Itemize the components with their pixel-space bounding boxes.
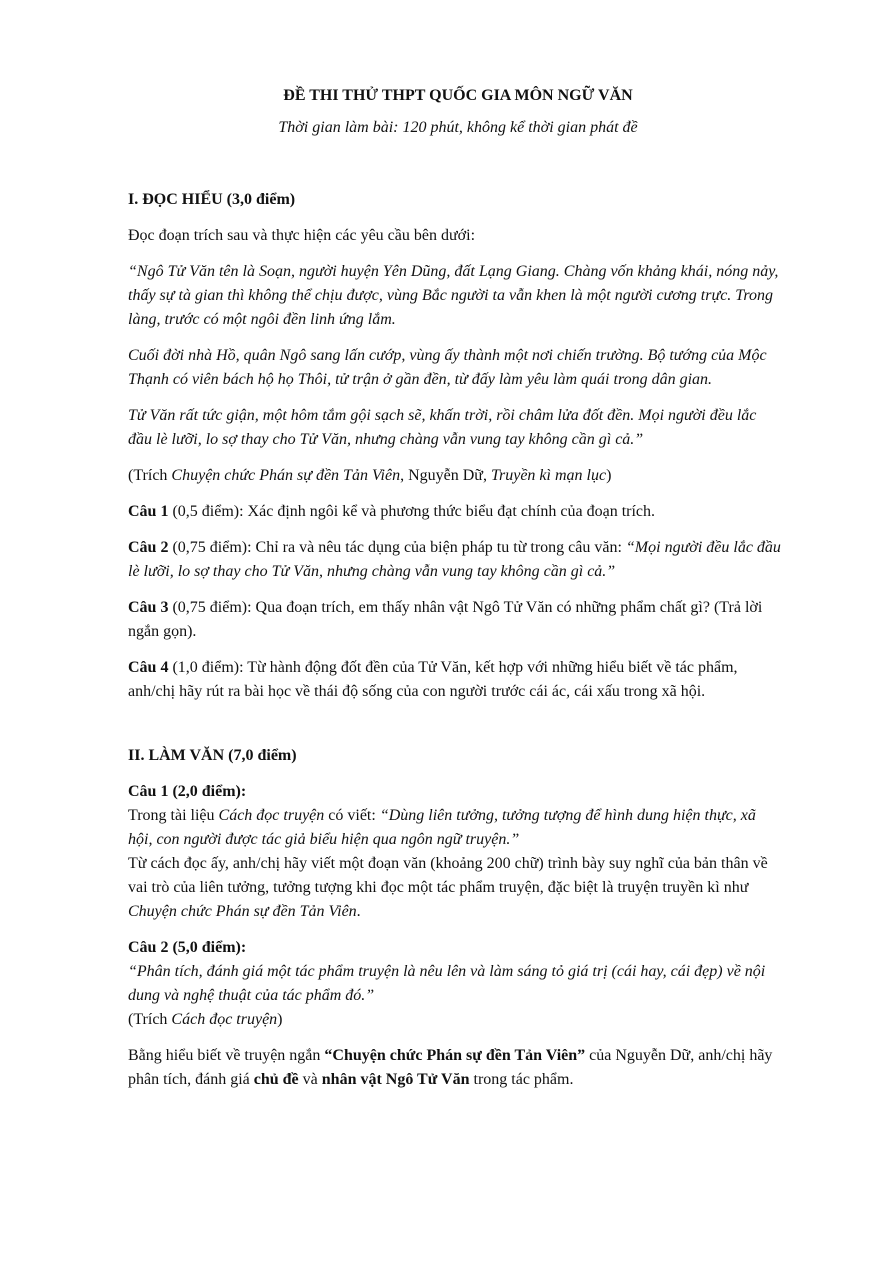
task-work: Chuyện chức Phán sự đền Tản Viên [128, 903, 357, 920]
reading-question-3 [128, 596, 782, 644]
source-collection: Truyền kì mạn lục [490, 467, 607, 484]
prompt-book: Cách đọc truyện [218, 807, 325, 824]
writing-question-1-prompt [128, 804, 782, 852]
prompt-text: Trong tài liệu [128, 807, 219, 824]
prompt-quote: “Dùng liên tưởng, tưởng tượng để hình dung hiện thực, xã hội, con người được tác giả biểu hiện qua ngôn ngữ truyện.” [128, 807, 756, 848]
section-reading-heading: I. ĐỌC HIỂU (3,0 điểm) [128, 191, 296, 208]
task-text: của Nguyễn Dữ, anh/chị hãy phân tích, đánh giá [128, 1047, 773, 1088]
source-book: Cách đọc truyện [171, 1011, 278, 1028]
task-character: nhân vật Ngô Tử Văn [321, 1071, 470, 1088]
question-text: : Từ hành động đốt đền của Tử Văn, kết hợp với những hiểu biết về tác phẩm, anh/chị hãy rút ra bài học về thái độ sống của con người trước cái ác, cái xấu trong xã hội. [128, 659, 738, 700]
task-end: . [356, 903, 361, 920]
question-text: : Qua đoạn trích, em thấy nhân vật Ngô Tử Văn có những phẩm chất gì? (Trả lời ngắn gọn). [128, 599, 763, 640]
question-label: Câu 4 [128, 659, 169, 676]
reading-question-4 [128, 656, 782, 704]
writing-question-2-heading: Câu 2 (5,0 điểm): [128, 939, 247, 956]
task-text: Từ cách đọc ấy, anh/chị hãy viết một đoạn văn (khoảng 200 chữ) trình bày suy nghĩ của bản thân về vai trò của liên tưởng, tưởng tượng khi đọc một tác phẩm truyện, đặc biệt là truyện truyền kì như [128, 855, 768, 896]
question-label: Câu 1 [128, 503, 169, 520]
question-text: : Chỉ ra và nêu tác dụng của biện pháp tu từ trong câu văn: [247, 539, 626, 556]
writing-question-2-task [128, 1044, 782, 1092]
exam-title: ĐỀ THI THỬ THPT QUỐC GIA MÔN NGỮ VĂN [283, 87, 633, 104]
passage-paragraph-2: Cuối đời nhà Hồ, quân Ngô sang lấn cướp, vùng ấy thành một nơi chiến trường. Bộ tướng của Mộc Thạnh có viên bách hộ họ Thôi, tử trận ở gần đền, từ đấy làm yêu làm quái trong dân gian. [128, 347, 767, 388]
source-suffix: ) [277, 1011, 283, 1028]
passage-paragraph-3: Tử Văn rất tức giận, một hôm tắm gội sạch sẽ, khấn trời, rồi châm lửa đốt đền. Mọi người đều lắc đầu lè lưỡi, lo sợ thay cho Tử Văn, nhưng chàng vẫn vung tay không cần gì cả.” [128, 407, 757, 448]
question-label: Câu 3 [128, 599, 169, 616]
writing-question-1-task [128, 852, 782, 924]
source-author: , Nguyễn Dữ, [400, 467, 491, 484]
writing-question-2-quote: “Phân tích, đánh giá một tác phẩm truyện là nêu lên và làm sáng tỏ giá trị (cái hay, cái đẹp) về nội dung và nghệ thuật của tác phẩm đó.” [128, 963, 766, 1004]
writing-question-1-heading: Câu 1 (2,0 điểm): [128, 783, 247, 800]
task-text: Bằng hiểu biết về truyện ngắn [128, 1047, 325, 1064]
task-work: “Chuyện chức Phán sự đền Tản Viên” [324, 1047, 586, 1064]
task-theme: chủ đề [253, 1071, 299, 1088]
reading-instruction: Đọc đoạn trích sau và thực hiện các yêu cầu bên dưới: [128, 227, 476, 244]
passage-source [128, 464, 782, 488]
task-text: trong tác phẩm. [469, 1071, 574, 1088]
task-text: và [298, 1071, 322, 1088]
passage-paragraph-1: “Ngô Tử Văn tên là Soạn, người huyện Yên Dũng, đất Lạng Giang. Chàng vốn khảng khái, nóng nảy, thấy sự tà gian thì không thể chịu được, vùng Bắc người ta vẫn khen là một người cương trực. Trong làng, trước có một ngôi đền linh ứng lắm. [128, 263, 779, 328]
reading-question-1 [128, 500, 782, 524]
question-points: (0,5 điểm) [168, 503, 240, 520]
prompt-text: có viết: [324, 807, 380, 824]
section-writing-heading: II. LÀM VĂN (7,0 điểm) [128, 747, 297, 764]
question-points: (0,75 điểm) [168, 599, 248, 616]
exam-subtitle: Thời gian làm bài: 120 phút, không kể thời gian phát đề [278, 119, 638, 136]
source-prefix: (Trích [128, 1011, 172, 1028]
source-suffix: ) [606, 467, 612, 484]
question-quote: “Mọi người đều lắc đầu lè lưỡi, lo sợ thay cho Tử Văn, nhưng chàng vẫn vung tay không cần gì cả.” [128, 539, 781, 580]
question-label: Câu 2 [128, 539, 169, 556]
source-prefix: (Trích [128, 467, 172, 484]
question-points: (0,75 điểm) [168, 539, 248, 556]
question-points: (1,0 điểm) [168, 659, 240, 676]
source-work: Chuyện chức Phán sự đền Tản Viên [171, 467, 401, 484]
question-text: : Xác định ngôi kể và phương thức biểu đạt chính của đoạn trích. [239, 503, 656, 520]
reading-question-2 [128, 536, 782, 584]
writing-question-2-source [128, 1008, 782, 1032]
